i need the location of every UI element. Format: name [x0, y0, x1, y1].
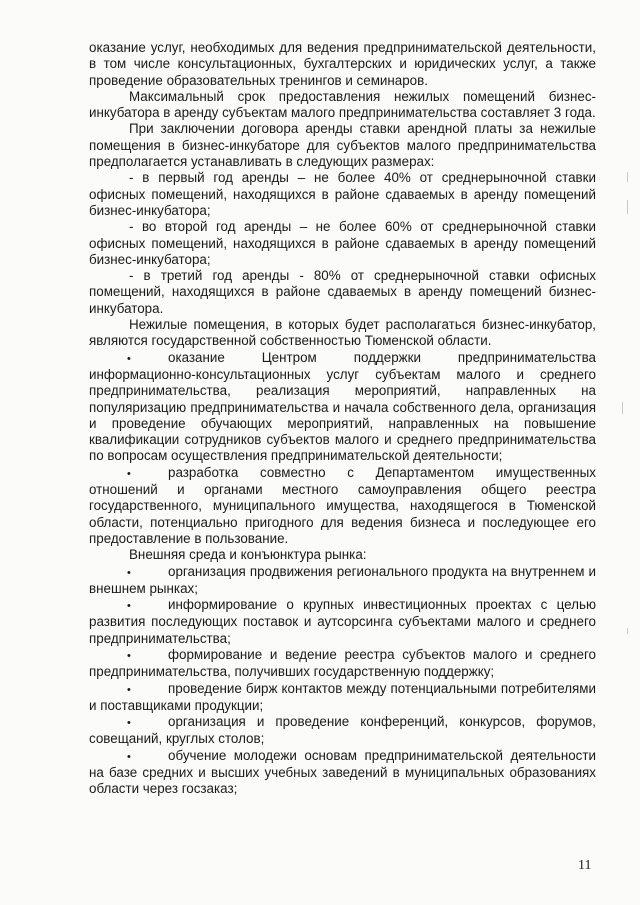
bullet-item	[89, 597, 596, 647]
scan-artifact	[627, 628, 628, 634]
section-heading: Внешняя среда и конъюнктура рынка:	[129, 547, 367, 563]
bullet-text: разработка совместно с Департаментом имущественных отношений и органами местного самоуправления общего реестра государственного, муниципального имущества, находящегося в Тюменской области, потенциально пригодного для ведения бизнеса и последующее его предоставление в пользование.	[89, 464, 596, 546]
bullet-icon: •	[127, 566, 131, 579]
bullet-text: формирование и ведение реестра субъектов малого и среднего предпринимательства, получивших государственную поддержку;	[89, 646, 596, 680]
scan-artifact	[627, 200, 628, 214]
bullet-text: обучение молодежи основам предпринимательской деятельности на базе средних и высших учебных заведений в муниципальных образованиях области через госзаказ;	[89, 747, 596, 797]
paragraph: Нежилые помещения, в которых будет располагаться бизнес-инкубатор, являются государственной собственностью Тюменской области.	[89, 317, 596, 349]
bullet-item	[89, 350, 596, 465]
paragraph: При заключении договора аренды ставки арендной платы за нежилые помещения в бизнес-инкубаторе для субъектов малого предпринимательства предполагается устанавливать в следующих размерах:	[89, 121, 596, 170]
bullet-icon: •	[127, 352, 131, 365]
bullet-item	[89, 465, 596, 547]
bullet-icon: •	[127, 649, 131, 662]
bullet-item	[89, 714, 596, 748]
bullet-text: оказание Центром поддержки предпринимательства информационно-консультационных услуг субъектам малого и среднего предпринимательства, реализация мероприятий, направленных на популяризацию предпринимательства и начала собственного дела, организация и проведение обучающих мероприятий, направленных на повышение квалификации сотрудников субъектов малого и среднего предпринимательства по вопросам осуществления предпринимательской деятельности;	[89, 349, 596, 464]
bullet-item	[89, 564, 596, 598]
bullet-text: проведение бирж контактов между потенциальными потребителями и поставщиками продукции;	[89, 680, 596, 713]
bullet-icon: •	[127, 717, 131, 730]
bullet-icon: •	[127, 750, 131, 763]
list-item: - во второй год аренды – не более 60% от среднерыночной ставки офисных помещений, находящихся в районе сдаваемых в аренду помещений бизнес-инкубатора;	[89, 219, 596, 267]
list-item: - в первый год аренды – не более 40% от среднерыночной ставки офисных помещений, находящихся в районе сдаваемых в аренду помещений бизнес-инкубатора;	[89, 170, 596, 218]
bullet-text: информирование о крупных инвестиционных проектах с целью развития последующих поставок и аутсорсинга субъектами малого и среднего предпринимательства;	[89, 597, 596, 646]
paragraph: Максимальный срок предоставления нежилых помещений бизнес-инкубатора в аренду субъектам малого предпринимательства составляет 3 года.	[89, 88, 596, 121]
bullet-text: организация продвижения регионального продукта на внутреннем и внешнем рынках;	[89, 563, 596, 596]
bullet-text: организация и проведение конференций, конкурсов, форумов, совещаний, круглых столов;	[89, 714, 596, 747]
body-text	[89, 40, 596, 798]
bullet-item	[89, 748, 596, 798]
paragraph: оказание услуг, необходимых для ведения предпринимательской деятельности, в том числе консультационных, бухгалтерских и юридических услуг, а также проведение образовательных тренингов и семинаров.	[89, 40, 596, 88]
bullet-icon: •	[127, 467, 131, 480]
bullet-icon: •	[127, 600, 131, 613]
scan-artifact	[627, 172, 628, 182]
bullet-icon: •	[127, 683, 131, 696]
page-number: 11	[578, 858, 592, 873]
bullet-item	[89, 647, 596, 681]
list-item: - в третий год аренды - 80% от среднерыночной ставки офисных помещений, находящихся в районе сдаваемых в аренду помещений бизнес-инкубатора.	[89, 268, 596, 316]
scan-artifact	[622, 402, 623, 414]
bullet-item	[89, 681, 596, 715]
